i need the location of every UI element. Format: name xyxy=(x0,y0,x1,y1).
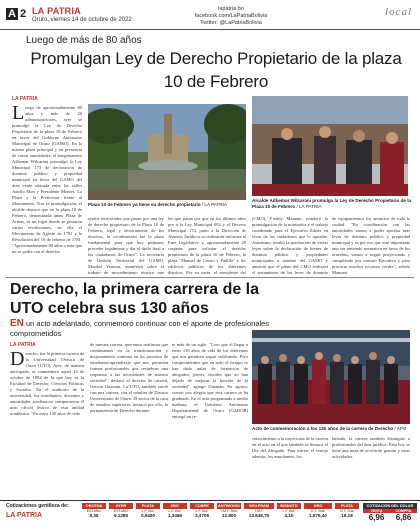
story1-column-4: (CMO), Freddy Mamani, ponderó la promulgación de la normativa y el trabajo coordinado para el Ejecutivo Ediles en favor de los ciudadanos que lo apruebe. Asimismo, resaltó la aprobación de varias leyes sobre la declaración de bienes de dominio público y propiedades municipales a nombre del GAMO y anunció que el pleno del CMO realizará el tratamiento de las leyes de dominio xyxy=(252,216,328,274)
fx-cell: AYER ESTAÑO 9,1285 xyxy=(109,503,133,525)
fx-title: Cotizaciones gentileza de: xyxy=(6,503,69,509)
usd-sell-value: 6,96 xyxy=(368,513,385,522)
graduation-photo-caption: Acto de conmemoración a los 130 años de la carrera de Derecho / APG xyxy=(252,426,407,431)
story2-column-3: te más de un siglo. "Creo que el llegar a tener 130 años de vida de los diferentes que nos permiten seguir cultivando. Pero comprometidos que en todo el tiempo se han dado aulas de formación de abogados, jueces, fiscales que no han dejado de mejorar la función de la sociedad", agregó Guzmán. En agosto, vieron con alegría que esta carrera se ha graduado. En el acto programado a medio mañana, el Gobierno Autónomo Departamental de Oruro (GADOR) entregó un re- xyxy=(172,342,248,419)
usd-sell-label: VENTA xyxy=(363,509,390,513)
fx-cell: PLATA O.T. Sus. 19,18 xyxy=(335,503,359,525)
usd-buy-value: 6,86 xyxy=(395,513,412,522)
story2-column-5: lantado, la carrera también distinguió a profesionales del área jurídica. Para hoy se tiene una misa de acción de gracias y otras actividades. xyxy=(332,436,410,459)
fx-cell: ORO O.T. Sus. 1.676,40 xyxy=(304,503,332,525)
story1-kicker: Luego de más de 80 años xyxy=(26,35,142,46)
story1-column-3: les que pasan por que en los últimos años por a la Ley Municipal 092 y el Decreto Municipal 174, junto a la Dirección de Asuntos Jurídicos se realizaron informes al Ente Legislativo y, aproximadamente 20 carpetas para solicitar el derecho propietario de la plaza 10 de Febrero, la plaza "Manuel de Castro y Padilla" y los edificios públicos de los diferentes distritos. Por su parte, el presidente del xyxy=(168,216,246,274)
fx-cell: ZINC L.F. Bol. 1,3466 xyxy=(163,503,187,525)
story1-column-2: ejados territoriales que pasan por una ley de derecho propietario de la Plaza 10 de Febrero, legal y técnicamente de los técnicos, la coordinación fue la plaza fundamental para que hoy podamos proceder legalmente y dar el título final a los ciudadanos de Oruro". La secretaria de Gestión Territorial del GAMO, Maribel Ventura, manifestó sobre el trabajo de procedimiento técnico que xyxy=(88,216,164,274)
fx-cell: WOLFRAM T.M.F. 13.648,75 xyxy=(244,503,274,525)
fx-cell: PLATA L.F. Bol. 0,9400 xyxy=(136,503,160,525)
dateline: Oruro, viernes 14 de octubre de 2022 xyxy=(32,17,132,23)
story1-headline: Promulgan Ley de Derecho Propietario de la plaza 10 de Febrero xyxy=(30,49,402,91)
plaza-photo-caption: Plaza 10 de Febrero ya tiene su derecho propietario / LA PATRIA xyxy=(88,202,227,207)
fx-cell: ANTIMONIO T.M.F. Sus. 12.800 xyxy=(218,504,240,518)
story1-byline: LA PATRIA xyxy=(12,96,38,102)
fx-cell: COBRE L.F. Bol. 3,4709 xyxy=(190,503,214,525)
fx-cell: ONCENA ESTAÑO 8,35 xyxy=(82,503,106,525)
story2-byline: LA PATRIA xyxy=(10,342,36,348)
story1-column-1: LA PATRIA L uego de aproximadamente 80 años y más de 20 administraciones, ayer se promulgó la Ley de Derecho Propietario de la plaza 10 de Febrero en favor del Gobierno Autónomo Municipal de Oruro (GAMO). En la misma plaza principal y en presencia de varias autoridades, el burgomaestre Adhemar Wilcarani promulgó la Ley Municipal 173 de declaración de dominio público y propiedad municipal en favor del GAMO del área verde ubicada entre las calles Adolfo Mier y Presidente Montes. La Plaza y la Prefectura frente al Monumento. Tras la promulgación, el alcalde destacó que en la plaza 10 de Febrero, denominada antes Plaza de Armas, es un lugar donde se gestaron varias revoluciones, en ella el Movimiento de Agosto de 1781 y la Revolución del 10 de febrero de 1781. "Aproximadamente 80 años o más que no se podía con el derecho xyxy=(12,96,82,254)
story2-column-4: conocimiento a la trayectoria de la carrera en el acto en el que también se destacó el Día del Abogado. Para iniciar el festejo además, los estudiantes, los xyxy=(252,436,328,459)
fx-logo: LA PATRIA xyxy=(6,512,43,519)
ceremony-photo-caption: Alcalde Adhemar Wilcarani promulga la Ley de Derecho Propietario de la Plaza 10 de Febrero / LA PATRIA xyxy=(252,198,412,209)
usd-rate-title: COTIZACIÓN DEL DÓLAR xyxy=(363,503,417,509)
story2-headline: Derecho, la primera carrera de la UTO celebra sus 130 años xyxy=(10,281,260,317)
section-label: local xyxy=(385,6,412,18)
story2-subhead: EN un acto adelantado, conmemoró continuar con el aporte de profesionales comprometidos xyxy=(10,318,270,338)
story2-dropcap: D xyxy=(10,348,25,370)
ceremony-photo xyxy=(252,96,408,196)
story1-dropcap: L xyxy=(12,102,25,124)
page-number: A 2 xyxy=(8,8,27,20)
story2-column-1: LA PATRIA D erecho, fue la primera carrera de la Universidad Técnica de Oruro (UTO). Ayer, de manera anticipada, se conmemoró aquel 13 de octubre de 1892 de la que hoy es la Facultad de Derecho, Ciencias Políticas y Sociales. En el auditorio de la universidad, los estudiantes, docentes y autoridades académicas compartieron el acto oficial festivo de esta unidad académica. "En estos 130 años de vida xyxy=(10,342,84,416)
graduation-photo xyxy=(252,330,410,424)
plaza-photo xyxy=(88,104,246,200)
page-header xyxy=(0,0,420,30)
brand-name: LA PATRIA xyxy=(32,6,82,16)
commodity-prices-bar xyxy=(0,500,420,527)
header-contact: lapatria.bo facebook.com/LaPatriaBolivia Twitter: @LaPatriaBolivia xyxy=(194,6,268,26)
section-divider xyxy=(6,277,414,278)
fx-cell: BISMUTO L.F. Bol. 4,10 xyxy=(277,503,301,525)
story2-column-2: de nuestra carrera, queremos reafirmar que continuamos en la transformación y mejoramiento continuo en los procesos de enseñanza-aprendizaje que nos permiten formar profesionales que resuelvan una respuesta a las necesidades de nuestra sociedad", destacó el director de carrera, Gerson Guzmán. La UTO, también nació con una carrera, con el nombre de Distrito Universitario de Oruro. El sector de la casa de estudios superiores, destacó por ello, la permanencia de Derecho durante xyxy=(90,342,168,413)
usd-rate-box xyxy=(363,503,417,526)
story1-column-5: de equipamientos los anuncios de toda la ciudad. "En coordinación con las autoridades vamos a poder aprobar más leyes de dominio público y propiedad municipal y es por eso que este importante uno ver teniendo normativa en favor de los orureños, vamos a seguir proyectando y cumpliendo por nuestro Ejecutivo y para procurar muchos recursos verdes", señaló Mamani. xyxy=(332,216,410,274)
usd-buy-label: COMPRA xyxy=(390,509,417,513)
